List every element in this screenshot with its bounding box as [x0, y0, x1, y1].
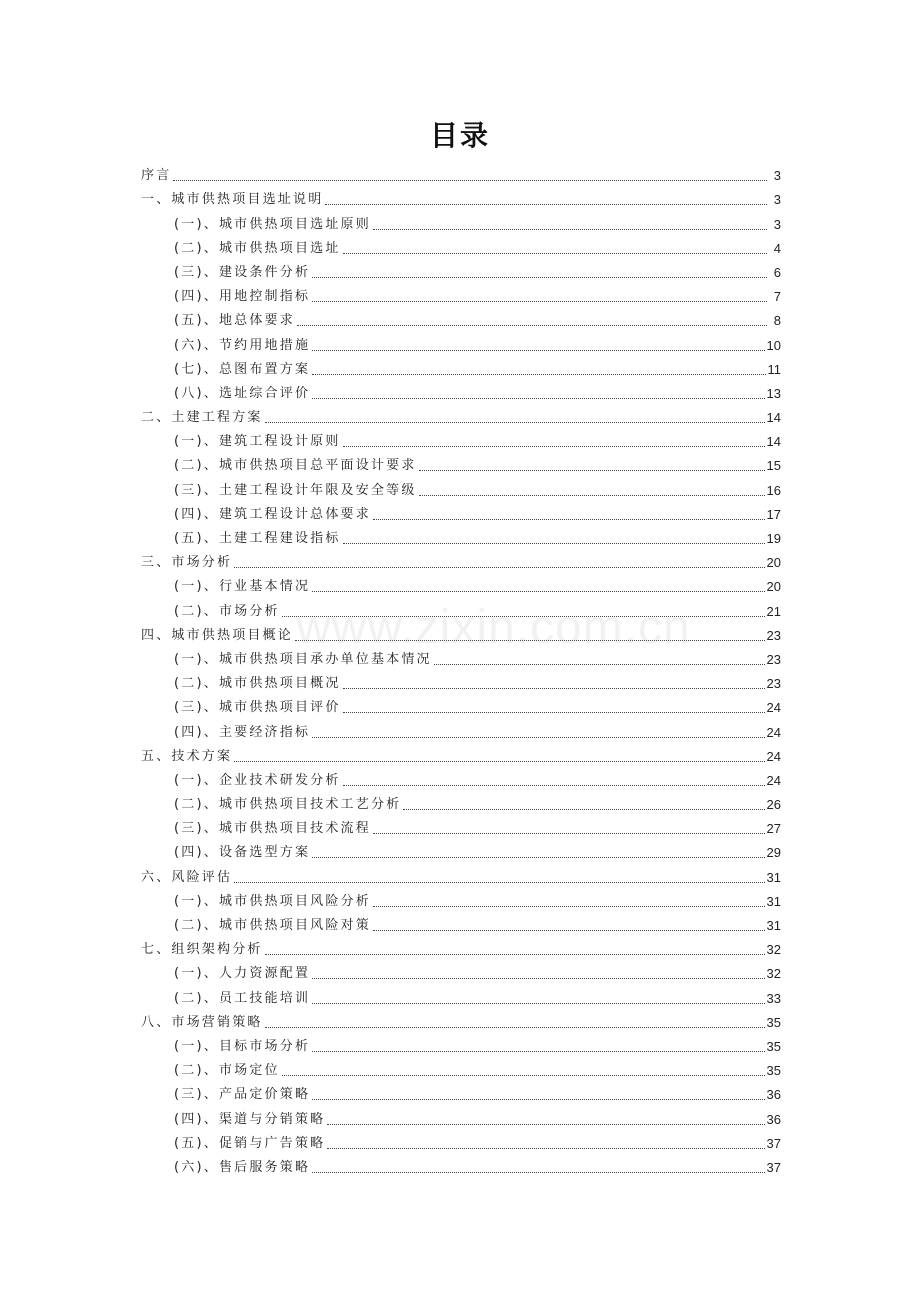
toc-entry-label: (六)、节约用地措施: [174, 337, 311, 353]
toc-entry[interactable]: [141, 426, 781, 450]
toc-entry-page-number: 36: [766, 1111, 781, 1127]
toc-entry-label: (三)、城市供热项目技术流程: [174, 821, 371, 837]
toc-entry[interactable]: [141, 571, 781, 595]
toc-dot-leader: [295, 639, 765, 641]
toc-entry[interactable]: [141, 668, 781, 692]
toc-entry[interactable]: [141, 765, 781, 789]
toc-entry-label: 三、市场分析: [141, 555, 233, 571]
toc-entry-label: 七、组织架构分析: [141, 942, 263, 958]
toc-dot-leader: [327, 1147, 764, 1149]
toc-entry-label: (一)、行业基本情况: [174, 579, 311, 595]
toc-entry-label: 六、风险评估: [141, 869, 233, 885]
toc-entry-page-number: 24: [766, 700, 781, 716]
toc-entry-label: (三)、建设条件分析: [174, 264, 311, 280]
toc-entry-label: (二)、城市供热项目风险对策: [174, 918, 371, 933]
toc-entry-label: (二)、员工技能培训: [174, 990, 311, 1006]
toc-entry-page-number: 31: [766, 918, 781, 933]
toc-dot-leader: [265, 421, 765, 423]
toc-entry[interactable]: [141, 813, 781, 837]
toc-dot-leader: [234, 881, 764, 883]
toc-entry-page-number: 11: [767, 361, 781, 377]
toc-entry-page-number: 31: [766, 893, 781, 909]
toc-entry-page-number: 16: [766, 482, 781, 498]
toc-entry-page-number: 10: [766, 337, 781, 353]
toc-dot-leader: [265, 1026, 765, 1028]
toc-entry[interactable]: [141, 378, 781, 402]
toc-dot-leader: [312, 590, 764, 592]
toc-entry-label: (二)、市场分析: [174, 603, 280, 619]
toc-entry[interactable]: [141, 450, 781, 474]
toc-dot-leader: [312, 977, 764, 979]
toc-entry-label: (八)、选址综合评价: [174, 385, 311, 401]
toc-entry-page-number: 24: [766, 772, 781, 788]
toc-entry-label: (四)、建筑工程设计总体要求: [174, 506, 371, 522]
toc-entry-page-number: 14: [766, 434, 781, 450]
toc-entry-label: (三)、城市供热项目评价: [174, 700, 341, 716]
toc-entry[interactable]: [141, 547, 781, 571]
toc-entry[interactable]: [141, 789, 781, 813]
toc-entry-page-number: 31: [766, 869, 781, 885]
toc-entry-page-number: 7: [773, 289, 781, 305]
toc-dot-leader: [343, 445, 765, 447]
toc-entry[interactable]: [141, 1031, 781, 1055]
toc-entry-page-number: 24: [766, 724, 781, 740]
toc-dot-leader: [312, 1002, 764, 1004]
toc-entry[interactable]: [141, 1007, 781, 1031]
toc-entry[interactable]: [141, 861, 781, 885]
toc-entry-label: 四、城市供热项目概论: [141, 627, 294, 643]
toc-entry-label: (二)、市场定位: [174, 1063, 280, 1079]
toc-entry-label: (一)、人力资源配置: [174, 966, 311, 982]
toc-entry-page-number: 23: [766, 651, 781, 667]
toc-entry[interactable]: [141, 837, 781, 861]
toc-entry-label: (三)、土建工程设计年限及安全等级: [174, 482, 417, 498]
toc-entry[interactable]: [141, 257, 781, 281]
toc-dot-leader: [403, 808, 764, 810]
toc-dot-leader: [373, 518, 765, 520]
toc-entry-label: 八、市场营销策略: [141, 1014, 263, 1030]
toc-entry[interactable]: [141, 523, 781, 547]
toc-entry-page-number: 20: [766, 579, 781, 595]
toc-entry-page-number: 23: [766, 676, 781, 692]
toc-dot-leader: [325, 203, 767, 205]
toc-entry-page-number: 24: [766, 748, 781, 764]
toc-dot-leader: [343, 784, 765, 786]
toc-entry[interactable]: [141, 499, 781, 523]
toc-entry-label: (五)、土建工程建设指标: [174, 531, 341, 546]
toc-entry[interactable]: [141, 354, 781, 378]
toc-entry-label: (七)、总图布置方案: [174, 361, 311, 377]
toc-entry-page-number: 32: [766, 966, 781, 982]
toc-entry-page-number: 29: [766, 845, 781, 861]
toc-dot-leader: [327, 1123, 764, 1125]
toc-entry-label: (五)、促销与广告策略: [174, 1135, 326, 1151]
toc-entry-page-number: 13: [766, 385, 781, 401]
toc-entry-label: (二)、城市供热项目总平面设计要求: [174, 458, 417, 474]
toc-entry[interactable]: [141, 1103, 781, 1127]
toc-dot-leader: [282, 1074, 765, 1076]
toc-entry[interactable]: [141, 886, 781, 910]
toc-dot-leader: [234, 760, 764, 762]
toc-entry[interactable]: [141, 934, 781, 958]
toc-dot-leader: [373, 832, 765, 834]
toc-dot-leader: [297, 324, 767, 326]
toc-entry-label: (四)、渠道与分销策略: [174, 1111, 326, 1127]
toc-entry-page-number: 35: [766, 1063, 781, 1079]
toc-dot-leader: [312, 349, 764, 351]
toc-entry-label: (二)、城市供热项目技术工艺分析: [174, 797, 402, 813]
toc-entry-page-number: 3: [773, 168, 781, 184]
toc-entry[interactable]: [141, 1128, 781, 1152]
toc-dot-leader: [312, 300, 767, 302]
toc-dot-leader: [343, 542, 765, 544]
toc-entry-page-number: 4: [773, 240, 781, 256]
toc-entry-label: 序言: [141, 168, 172, 184]
toc-dot-leader: [343, 711, 765, 713]
watermark: www.zixin.com.cn: [296, 601, 691, 654]
toc-dot-leader: [312, 276, 767, 278]
toc-entry-page-number: 33: [766, 990, 781, 1006]
toc-entry-page-number: 32: [766, 942, 781, 958]
toc-dot-leader: [373, 929, 765, 931]
toc-dot-leader: [312, 1098, 764, 1100]
toc-entry-label: (五)、地总体要求: [174, 313, 295, 329]
toc-dot-leader: [282, 615, 765, 617]
toc-dot-leader: [312, 736, 764, 738]
toc-entry-page-number: 37: [766, 1159, 781, 1175]
toc-entry-page-number: 37: [766, 1135, 781, 1151]
toc-dot-leader: [265, 953, 765, 955]
toc-entry[interactable]: [141, 982, 781, 1006]
toc-entry-page-number: 6: [773, 264, 781, 280]
toc-dot-leader: [312, 373, 765, 375]
toc-entry[interactable]: [141, 208, 781, 232]
toc-entry-label: (一)、城市供热项目选址原则: [174, 216, 371, 232]
toc-entry[interactable]: [141, 281, 781, 305]
toc-entry-page-number: 35: [766, 1014, 781, 1030]
toc-entry-label: (一)、企业技术研发分析: [174, 772, 341, 788]
toc-entry[interactable]: [141, 910, 781, 934]
toc-entry-label: (四)、设备选型方案: [174, 845, 311, 861]
toc-entry[interactable]: [141, 474, 781, 498]
toc-entry[interactable]: [141, 1152, 781, 1176]
toc-entry-label: (二)、城市供热项目选址: [174, 240, 341, 256]
toc-entry-label: 二、土建工程方案: [141, 410, 263, 426]
toc-entry[interactable]: [141, 1055, 781, 1079]
toc-list: [141, 160, 781, 1176]
toc-entry[interactable]: [141, 402, 781, 426]
toc-entry-label: (四)、用地控制指标: [174, 289, 311, 305]
toc-entry-page-number: 14: [766, 410, 781, 426]
toc-entry-page-number: 3: [773, 216, 781, 232]
toc-entry[interactable]: [141, 958, 781, 982]
toc-entry-page-number: 8: [773, 313, 781, 329]
toc-dot-leader: [312, 1050, 764, 1052]
toc-dot-leader: [434, 663, 765, 665]
toc-entry-label: (一)、目标市场分析: [174, 1038, 311, 1054]
toc-entry-page-number: 19: [766, 531, 781, 546]
toc-dot-leader: [234, 566, 764, 568]
toc-entry-label: (一)、城市供热项目承办单位基本情况: [174, 651, 432, 667]
toc-entry[interactable]: [141, 233, 781, 257]
toc-entry-label: (三)、产品定价策略: [174, 1087, 311, 1103]
toc-entry[interactable]: [141, 305, 781, 329]
toc-entry-label: (二)、城市供热项目概况: [174, 676, 341, 692]
toc-dot-leader: [373, 905, 765, 907]
toc-entry-label: (一)、建筑工程设计原则: [174, 434, 341, 450]
toc-dot-leader: [419, 494, 765, 496]
toc-entry-label: 五、技术方案: [141, 748, 233, 764]
toc-dot-leader: [419, 469, 765, 471]
toc-dot-leader: [373, 228, 767, 230]
toc-entry-page-number: 3: [773, 192, 781, 208]
toc-dot-leader: [312, 856, 764, 858]
toc-entry-page-number: 23: [766, 627, 781, 643]
toc-entry-page-number: 36: [766, 1087, 781, 1103]
toc-entry-page-number: 35: [766, 1038, 781, 1054]
toc-entry-label: (一)、城市供热项目风险分析: [174, 893, 371, 909]
toc-entry[interactable]: [141, 620, 781, 644]
toc-dot-leader: [312, 1171, 764, 1173]
toc-entry[interactable]: [141, 741, 781, 765]
toc-title: 目录: [429, 119, 490, 152]
toc-dot-leader: [343, 252, 767, 254]
toc-entry[interactable]: [141, 716, 781, 740]
toc-entry-page-number: 27: [766, 821, 781, 837]
toc-entry-page-number: 20: [766, 555, 781, 571]
toc-entry[interactable]: [141, 595, 781, 619]
toc-entry-label: 一、城市供热项目选址说明: [141, 192, 324, 208]
toc-entry[interactable]: [141, 692, 781, 716]
toc-entry-label: (六)、售后服务策略: [174, 1159, 311, 1175]
toc-entry[interactable]: [141, 184, 781, 208]
toc-dot-leader: [343, 687, 765, 689]
toc-entry-page-number: 26: [766, 797, 781, 813]
toc-entry-page-number: 21: [766, 603, 781, 619]
toc-entry[interactable]: [141, 329, 781, 353]
toc-entry[interactable]: [141, 1079, 781, 1103]
toc-entry-page-number: 15: [766, 458, 781, 474]
toc-entry[interactable]: [141, 644, 781, 668]
toc-entry-page-number: 17: [766, 506, 781, 522]
toc-dot-leader: [312, 397, 764, 399]
toc-entry-label: (四)、主要经济指标: [174, 724, 311, 740]
toc-entry[interactable]: [141, 160, 781, 184]
toc-dot-leader: [173, 179, 767, 181]
